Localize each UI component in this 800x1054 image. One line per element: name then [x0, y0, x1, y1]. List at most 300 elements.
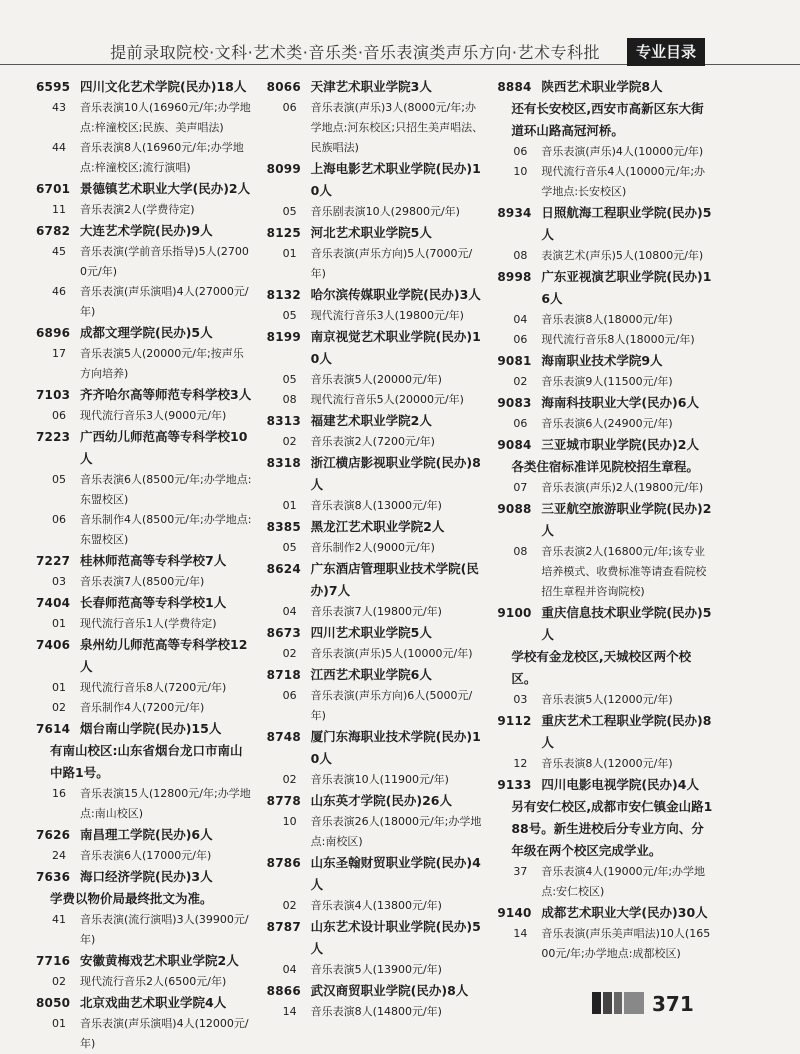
program-row	[36, 406, 255, 426]
program-detail: 音乐表演6人(24900元/年)	[541, 417, 673, 430]
institution-entry	[267, 326, 486, 410]
institution-name: 四川艺术职业学院5人	[310, 625, 432, 640]
institution-code: 9081	[497, 354, 532, 368]
institution-heading	[36, 950, 255, 972]
program-detail: 音乐表演7人(8500元/年)	[80, 575, 205, 588]
program-detail: 现代流行音乐5人(20000元/年)	[310, 393, 464, 406]
program-row	[267, 770, 486, 790]
program-code: 02	[282, 773, 297, 786]
institution-entry	[267, 852, 486, 916]
institution-entry	[497, 902, 716, 964]
program-detail: 音乐表演26人(18000元/年;办学地点:南校区)	[310, 815, 482, 848]
program-row	[36, 698, 255, 718]
program-code: 44	[52, 141, 66, 154]
institution-entry	[497, 350, 716, 392]
program-detail: 音乐表演(声乐)3人(8000元/年;办学地点:河东校区;只招生美声唱法、民族唱法)	[310, 101, 484, 154]
institution-code: 7614	[36, 722, 71, 736]
program-code: 37	[513, 865, 528, 878]
institution-code: 6701	[36, 182, 71, 196]
program-row	[36, 972, 255, 992]
program-detail: 音乐表演8人(18000元/年)	[541, 313, 673, 326]
program-row	[36, 200, 255, 220]
program-row	[497, 542, 716, 602]
program-code: 02	[513, 375, 528, 388]
institution-code: 7227	[36, 554, 71, 568]
institution-heading	[267, 284, 486, 306]
institution-name: 江西艺术职业学院6人	[310, 667, 432, 682]
institution-name: 桂林师范高等专科学校7人	[80, 553, 227, 568]
program-row	[36, 1014, 255, 1054]
program-code: 10	[513, 165, 528, 178]
institution-code: 7716	[36, 954, 71, 968]
institution-name: 泉州幼儿师范高等专科学校12人	[80, 637, 248, 674]
program-detail: 音乐表演5人(12000元/年)	[541, 693, 673, 706]
institution-entry	[497, 498, 716, 602]
institution-name: 安徽黄梅戏艺术职业学院2人	[80, 953, 239, 968]
program-row	[267, 960, 486, 980]
program-code: 14	[282, 1005, 297, 1018]
program-row	[497, 862, 716, 902]
program-code: 06	[513, 145, 528, 158]
program-row	[267, 602, 486, 622]
institution-name: 天津艺术职业学院3人	[310, 79, 432, 94]
program-row	[267, 244, 486, 284]
institution-entry	[497, 434, 716, 498]
institution-name: 日照航海工程职业学院(民办)5人	[541, 205, 712, 242]
institution-entry	[497, 76, 716, 202]
institution-code: 8066	[266, 80, 301, 94]
program-row	[267, 306, 486, 326]
program-detail: 音乐剧表演10人(29800元/年)	[310, 205, 460, 218]
program-row	[36, 572, 255, 592]
program-code: 02	[282, 899, 297, 912]
institution-heading	[497, 76, 716, 98]
program-row	[497, 310, 716, 330]
program-code: 06	[52, 513, 66, 526]
program-code: 07	[513, 481, 528, 494]
institution-heading	[267, 558, 486, 602]
institution-code: 8998	[497, 270, 532, 284]
program-detail: 音乐表演8人(16960元/年;办学地点:梓潼校区;流行演唱)	[80, 141, 244, 174]
program-detail: 音乐表演8人(14800元/年)	[310, 1005, 442, 1018]
institution-code: 9140	[497, 906, 532, 920]
institution-heading	[36, 384, 255, 406]
program-code: 02	[52, 701, 66, 714]
institution-entry	[267, 222, 486, 284]
institution-code: 9083	[497, 396, 532, 410]
institution-name: 浙江横店影视职业学院(民办)8人	[310, 455, 481, 492]
program-detail: 音乐制作4人(7200元/年)	[80, 701, 205, 714]
program-code: 17	[52, 347, 66, 360]
institution-code: 8673	[266, 626, 301, 640]
institution-name: 三亚航空旅游职业学院(民办)2人	[541, 501, 712, 538]
program-code: 04	[282, 605, 297, 618]
institution-entry	[36, 550, 255, 592]
institution-heading	[267, 516, 486, 538]
section-label: 专业目录	[627, 38, 705, 66]
program-detail: 音乐表演10人(16960元/年;办学地点:梓潼校区;民族、美声唱法)	[80, 101, 251, 134]
institution-code: 8718	[266, 668, 301, 682]
program-code: 46	[52, 285, 66, 298]
institution-name: 广东酒店管理职业技术学院(民办)7人	[310, 561, 479, 598]
institution-heading	[36, 592, 255, 614]
program-row	[267, 370, 486, 390]
program-code: 01	[282, 499, 297, 512]
institution-entry	[36, 950, 255, 992]
institution-name: 大连艺术学院(民办)9人	[80, 223, 213, 238]
program-detail: 音乐表演5人(13900元/年)	[310, 963, 442, 976]
institution-heading	[497, 266, 716, 310]
program-row	[36, 242, 255, 282]
program-code: 08	[282, 393, 297, 406]
program-code: 08	[513, 249, 528, 262]
program-detail: 音乐表演8人(12000元/年)	[541, 757, 673, 770]
institution-heading	[36, 866, 255, 888]
program-row	[497, 924, 716, 964]
institution-entry	[267, 516, 486, 558]
institution-code: 8125	[266, 226, 301, 240]
institution-code: 8050	[36, 996, 71, 1010]
program-detail: 音乐表演6人(8500元/年;办学地点:东盟校区)	[80, 473, 252, 506]
institution-entry	[36, 178, 255, 220]
footer-block	[624, 992, 644, 1014]
institution-name: 海南职业技术学院9人	[541, 353, 663, 368]
program-row	[36, 282, 255, 322]
institution-heading	[497, 902, 716, 924]
program-row	[267, 686, 486, 726]
institution-entry	[497, 266, 716, 350]
program-code: 08	[513, 545, 528, 558]
institution-entry	[497, 710, 716, 774]
program-code: 06	[52, 409, 66, 422]
program-row	[267, 1002, 486, 1022]
footer-decoration	[592, 992, 644, 1014]
institution-code: 9112	[497, 714, 532, 728]
institution-name: 长春师范高等专科学校1人	[80, 595, 227, 610]
institution-code: 8786	[266, 856, 301, 870]
institution-heading	[267, 222, 486, 244]
institution-heading	[497, 392, 716, 414]
institution-name: 福建艺术职业学院2人	[310, 413, 432, 428]
institution-heading	[36, 550, 255, 572]
institution-code: 7626	[36, 828, 71, 842]
institution-name: 黑龙江艺术职业学院2人	[310, 519, 445, 534]
institution-entry	[36, 992, 255, 1054]
institution-code: 9133	[497, 778, 532, 792]
institution-heading	[36, 426, 255, 470]
institution-heading	[497, 710, 716, 754]
institution-name: 广西幼儿师范高等专科学校10人	[80, 429, 248, 466]
running-header-title: 提前录取院校·文科·艺术类·音乐类·音乐表演类声乐方向·艺术专科批	[110, 43, 600, 62]
program-row	[497, 142, 716, 162]
institution-code: 9100	[497, 606, 532, 620]
institution-name: 南京视觉艺术职业学院(民办)10人	[310, 329, 481, 366]
institution-heading	[36, 178, 255, 200]
institution-entry	[497, 602, 716, 710]
program-detail: 现代流行音乐3人(9000元/年)	[80, 409, 227, 422]
institution-entry	[36, 718, 255, 824]
program-row	[36, 614, 255, 634]
institution-heading	[267, 76, 486, 98]
program-detail: 现代流行音乐8人(18000元/年)	[541, 333, 695, 346]
institution-heading	[36, 718, 255, 740]
institution-code: 8787	[266, 920, 301, 934]
program-detail: 音乐表演(声乐方向)5人(7000元/年)	[310, 247, 473, 280]
column-3	[497, 76, 716, 986]
program-row	[36, 846, 255, 866]
program-detail: 音乐表演4人(19000元/年;办学地点:安仁校区)	[541, 865, 706, 898]
institution-heading	[497, 202, 716, 246]
institution-heading	[267, 410, 486, 432]
program-row	[36, 138, 255, 178]
institution-heading	[36, 322, 255, 344]
column-2	[266, 76, 486, 1018]
institution-name: 北京戏曲艺术职业学院4人	[80, 995, 227, 1010]
institution-entry	[497, 392, 716, 434]
footer-block	[614, 992, 622, 1014]
institution-heading	[497, 498, 716, 542]
program-detail: 现代流行音乐4人(10000元/年;办学地点:长安校区)	[541, 165, 706, 198]
institution-entry	[497, 774, 716, 902]
institution-name: 重庆信息技术职业学院(民办)5人	[541, 605, 712, 642]
program-detail: 音乐表演2人(16800元/年;该专业培养模式、收费标准等请查看院校招生章程并咨询院校)	[541, 545, 707, 598]
institution-name: 四川电影电视学院(民办)4人	[541, 777, 699, 792]
program-code: 02	[52, 975, 66, 988]
institution-entry	[36, 592, 255, 634]
institution-name: 齐齐哈尔高等师范专科学校3人	[80, 387, 252, 402]
program-code: 05	[282, 541, 297, 554]
institution-name: 三亚城市职业学院(民办)2人	[541, 437, 699, 452]
program-code: 10	[282, 815, 297, 828]
institution-heading	[36, 220, 255, 242]
program-row	[36, 470, 255, 510]
program-detail: 音乐表演5人(20000元/年)	[310, 373, 442, 386]
institution-note: 学费以物价局最终批文为准。	[50, 891, 213, 906]
column-1	[36, 76, 255, 1050]
institution-note: 各类住宿标准详见院校招生章程。	[511, 459, 699, 474]
institution-name: 山东艺术设计职业学院(民办)5人	[310, 919, 481, 956]
institution-code: 8318	[266, 456, 301, 470]
institution-code: 8934	[497, 206, 532, 220]
institution-heading	[267, 790, 486, 812]
program-code: 45	[52, 245, 66, 258]
program-row	[267, 202, 486, 222]
institution-entry	[36, 384, 255, 426]
institution-heading	[267, 726, 486, 770]
institution-entry	[36, 76, 255, 178]
program-code: 01	[52, 1017, 66, 1030]
program-detail: 音乐表演(学前音乐指导)5人(27000元/年)	[80, 245, 249, 278]
institution-name: 四川文化艺术学院(民办)18人	[80, 79, 247, 94]
program-code: 06	[282, 689, 297, 702]
program-row	[267, 98, 486, 158]
program-detail: 音乐表演(声乐)4人(10000元/年)	[541, 145, 704, 158]
institution-entry	[497, 202, 716, 266]
program-row	[267, 538, 486, 558]
institution-name: 成都文理学院(民办)5人	[80, 325, 213, 340]
program-detail: 音乐表演(声乐演唱)4人(27000元/年)	[80, 285, 249, 318]
institution-code: 7103	[36, 388, 71, 402]
institution-code: 9088	[497, 502, 532, 516]
institution-heading	[267, 916, 486, 960]
program-code: 03	[52, 575, 66, 588]
program-code: 06	[513, 333, 528, 346]
institution-entry	[36, 322, 255, 384]
institution-name: 海口经济学院(民办)3人	[80, 869, 213, 884]
institution-code: 7223	[36, 430, 71, 444]
program-code: 04	[513, 313, 528, 326]
institution-heading	[497, 434, 716, 456]
program-row	[36, 344, 255, 384]
institution-entry	[267, 284, 486, 326]
program-row	[36, 510, 255, 550]
program-code: 16	[52, 787, 66, 800]
program-detail: 表演艺术(声乐)5人(10800元/年)	[541, 249, 704, 262]
program-detail: 音乐表演5人(20000元/年;按声乐方向培养)	[80, 347, 244, 380]
institution-code: 8385	[266, 520, 301, 534]
institution-heading	[36, 76, 255, 98]
institution-name: 海南科技职业大学(民办)6人	[541, 395, 699, 410]
institution-name: 成都艺术职业大学(民办)30人	[541, 905, 708, 920]
program-detail: 音乐表演2人(7200元/年)	[310, 435, 435, 448]
program-row	[36, 910, 255, 950]
institution-name: 哈尔滨传媒职业学院(民办)3人	[310, 287, 481, 302]
program-detail: 音乐表演(声乐美声唱法)10人(16500元/年;办学地点:成都校区)	[541, 927, 711, 960]
program-detail: 现代流行音乐2人(6500元/年)	[80, 975, 227, 988]
institution-code: 8313	[266, 414, 301, 428]
institution-entry	[36, 634, 255, 718]
institution-entry	[36, 824, 255, 866]
program-row	[267, 896, 486, 916]
program-detail: 音乐表演4人(13800元/年)	[310, 899, 442, 912]
program-code: 06	[513, 417, 528, 430]
institution-code: 8199	[266, 330, 301, 344]
program-code: 03	[513, 693, 528, 706]
institution-entry	[267, 410, 486, 452]
institution-code: 8099	[266, 162, 301, 176]
program-detail: 音乐表演(声乐演唱)4人(12000元/年)	[80, 1017, 249, 1050]
institution-heading	[36, 824, 255, 846]
institution-entry	[267, 726, 486, 790]
program-code: 05	[52, 473, 66, 486]
institution-entry	[267, 664, 486, 726]
program-detail: 音乐表演8人(13000元/年)	[310, 499, 442, 512]
institution-entry	[267, 916, 486, 980]
program-code: 01	[52, 681, 66, 694]
institution-name: 武汉商贸职业学院(民办)8人	[310, 983, 469, 998]
program-row	[497, 414, 716, 434]
program-detail: 音乐表演(声乐)2人(19800元/年)	[541, 481, 704, 494]
institution-name: 重庆艺术工程职业学院(民办)8人	[541, 713, 712, 750]
institution-entry	[267, 158, 486, 222]
program-code: 01	[52, 617, 66, 630]
program-code: 14	[513, 927, 528, 940]
institution-heading	[267, 452, 486, 496]
institution-name: 南昌理工学院(民办)6人	[80, 827, 213, 842]
institution-heading	[497, 602, 716, 646]
footer-block	[592, 992, 601, 1014]
program-detail: 现代流行音乐3人(19800元/年)	[310, 309, 464, 322]
program-code: 24	[52, 849, 66, 862]
institution-name: 河北艺术职业学院5人	[310, 225, 432, 240]
institution-heading	[497, 350, 716, 372]
program-row	[36, 678, 255, 698]
program-detail: 现代流行音乐8人(7200元/年)	[80, 681, 227, 694]
institution-entry	[267, 76, 486, 158]
program-code: 41	[52, 913, 66, 926]
institution-heading	[36, 634, 255, 678]
institution-code: 7636	[36, 870, 71, 884]
program-code: 43	[52, 101, 66, 114]
institution-heading	[267, 158, 486, 202]
institution-entry	[267, 452, 486, 516]
program-code: 11	[52, 203, 66, 216]
institution-entry	[267, 980, 486, 1022]
program-row	[267, 812, 486, 852]
program-detail: 音乐制作2人(9000元/年)	[310, 541, 435, 554]
program-row	[497, 478, 716, 498]
program-row	[497, 690, 716, 710]
program-detail: 音乐表演9人(11500元/年)	[541, 375, 673, 388]
program-row	[267, 644, 486, 664]
program-row	[36, 784, 255, 824]
program-detail: 音乐表演7人(19800元/年)	[310, 605, 442, 618]
institution-note: 另有安仁校区,成都市安仁镇金山路188号。新生进校后分专业方向、分年级在两个校区完成学业。	[511, 799, 713, 858]
institution-code: 7404	[36, 596, 71, 610]
program-row	[267, 496, 486, 516]
institution-code: 6782	[36, 224, 71, 238]
institution-code: 8778	[266, 794, 301, 808]
institution-entry	[36, 220, 255, 322]
institution-name: 山东英才学院(民办)26人	[310, 793, 452, 808]
institution-name: 景德镇艺术职业大学(民办)2人	[80, 181, 251, 196]
institution-name: 广东亚视演艺职业学院(民办)16人	[541, 269, 712, 306]
program-code: 05	[282, 205, 297, 218]
institution-name: 厦门东海职业技术学院(民办)10人	[310, 729, 481, 766]
program-detail: 音乐表演10人(11900元/年)	[310, 773, 449, 786]
footer-block	[603, 992, 612, 1014]
institution-heading	[267, 664, 486, 686]
institution-heading	[267, 852, 486, 896]
program-detail: 音乐制作4人(8500元/年;办学地点:东盟校区)	[80, 513, 252, 546]
institution-heading	[267, 622, 486, 644]
program-code: 05	[282, 309, 297, 322]
institution-code: 8884	[497, 80, 532, 94]
institution-entry	[267, 558, 486, 622]
institution-name: 烟台南山学院(民办)15人	[80, 721, 222, 736]
institution-entry	[36, 426, 255, 550]
institution-entry	[267, 790, 486, 852]
institution-code: 7406	[36, 638, 71, 652]
program-code: 06	[282, 101, 297, 114]
program-row	[267, 432, 486, 452]
program-detail: 音乐表演2人(学费待定)	[80, 203, 195, 216]
institution-code: 8866	[266, 984, 301, 998]
institution-heading	[36, 992, 255, 1014]
program-detail: 音乐表演6人(17000元/年)	[80, 849, 212, 862]
program-code: 04	[282, 963, 297, 976]
institution-heading	[497, 774, 716, 796]
program-detail: 音乐表演(声乐)5人(10000元/年)	[310, 647, 473, 660]
institution-entry	[267, 622, 486, 664]
institution-name: 陕西艺术职业学院8人	[541, 79, 663, 94]
program-code: 05	[282, 373, 297, 386]
program-row	[36, 98, 255, 138]
institution-note: 学校有金龙校区,天城校区两个校区。	[511, 649, 692, 686]
institution-code: 8132	[266, 288, 301, 302]
program-row	[497, 246, 716, 266]
program-row	[497, 754, 716, 774]
